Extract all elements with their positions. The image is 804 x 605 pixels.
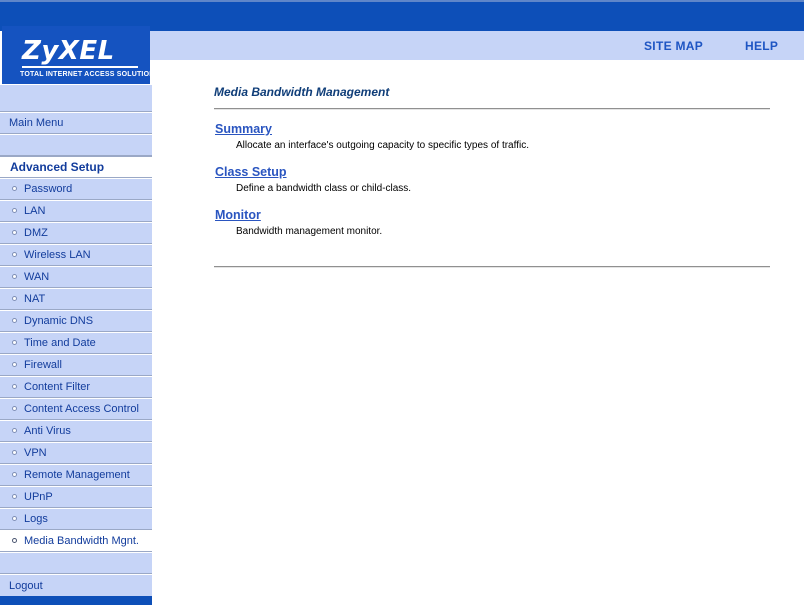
sidebar-spacer bbox=[0, 134, 152, 156]
sidebar-item-firewall[interactable] bbox=[0, 354, 152, 376]
sidebar-item-wireless-lan[interactable] bbox=[0, 244, 152, 266]
sidebar-item-vpn[interactable] bbox=[0, 442, 152, 464]
sidebar-item-label: WAN bbox=[24, 271, 50, 283]
site-map-link[interactable]: SITE MAP bbox=[644, 39, 704, 53]
sidebar-item-content-filter[interactable] bbox=[0, 376, 152, 398]
bullet-icon bbox=[12, 472, 17, 477]
sidebar-item-dmz[interactable] bbox=[0, 222, 152, 244]
sidebar-item-label: Content Filter bbox=[24, 381, 91, 393]
sidebar-item-label: Content Access Control bbox=[24, 403, 139, 415]
sidebar-item-label: Media Bandwidth Mgnt. bbox=[24, 535, 139, 547]
divider bbox=[214, 266, 770, 268]
zyxel-logo bbox=[2, 26, 155, 84]
divider bbox=[214, 108, 770, 110]
monitor-description: Bandwidth management monitor. bbox=[236, 226, 383, 237]
sidebar-item-anti-virus[interactable] bbox=[0, 420, 152, 442]
sidebar-section-advanced-setup: Advanced Setup bbox=[0, 156, 152, 178]
bullet-icon bbox=[12, 318, 17, 323]
sidebar-item-upnp[interactable] bbox=[0, 486, 152, 508]
bullet-icon bbox=[12, 340, 17, 345]
sidebar-item-label: Password bbox=[24, 183, 73, 195]
sidebar-item-dynamic-dns[interactable] bbox=[0, 310, 152, 332]
help-link[interactable]: HELP bbox=[745, 39, 779, 53]
sidebar-item-wan[interactable] bbox=[0, 266, 152, 288]
sidebar-item-label: Time and Date bbox=[24, 337, 96, 349]
sidebar-item-password[interactable] bbox=[0, 178, 152, 200]
sidebar-item-label: DMZ bbox=[24, 227, 48, 239]
logo-wordmark: ZyXEL bbox=[22, 36, 115, 66]
monitor-link[interactable]: Monitor bbox=[215, 208, 261, 222]
summary-description: Allocate an interface's outgoing capacity to specific types of traffic. bbox=[236, 140, 529, 151]
sidebar-item-label: UPnP bbox=[24, 491, 53, 503]
sidebar-spacer bbox=[0, 552, 152, 574]
sidebar-item-label: Wireless LAN bbox=[24, 249, 91, 261]
bullet-icon bbox=[12, 252, 17, 257]
sidebar bbox=[0, 84, 152, 605]
sidebar-spacer bbox=[0, 84, 152, 112]
bullet-icon bbox=[12, 494, 17, 499]
class-setup-link[interactable]: Class Setup bbox=[215, 165, 287, 179]
logo-tagline: TOTAL INTERNET ACCESS SOLUTION bbox=[20, 71, 155, 78]
header-bar bbox=[150, 31, 804, 60]
bullet-icon bbox=[12, 450, 17, 455]
sidebar-item-nat[interactable] bbox=[0, 288, 152, 310]
bullet-icon bbox=[12, 186, 17, 191]
sidebar-item-label: Firewall bbox=[24, 359, 62, 371]
bullet-icon bbox=[12, 362, 17, 367]
bullet-icon bbox=[12, 428, 17, 433]
logo-underline bbox=[22, 66, 138, 69]
summary-link[interactable]: Summary bbox=[215, 122, 272, 136]
bullet-icon bbox=[12, 296, 17, 301]
class-setup-description: Define a bandwidth class or child-class. bbox=[236, 183, 412, 194]
sidebar-item-label: VPN bbox=[24, 447, 47, 459]
sidebar-item-logs[interactable] bbox=[0, 508, 152, 530]
bullet-icon bbox=[12, 208, 17, 213]
sidebar-item-remote-management[interactable] bbox=[0, 464, 152, 486]
bullet-icon bbox=[12, 538, 17, 543]
page-title: Media Bandwidth Management bbox=[214, 85, 390, 99]
sidebar-footer-bar bbox=[0, 596, 152, 605]
bullet-icon bbox=[12, 230, 17, 235]
sidebar-item-label: Logs bbox=[24, 513, 48, 525]
sidebar-item-label: Anti Virus bbox=[24, 425, 71, 437]
sidebar-item-label: LAN bbox=[24, 205, 46, 217]
sidebar-item-label: Dynamic DNS bbox=[24, 315, 94, 327]
sidebar-item-label: NAT bbox=[24, 293, 46, 305]
sidebar-item-lan[interactable] bbox=[0, 200, 152, 222]
bullet-icon bbox=[12, 274, 17, 279]
logout-link[interactable]: Logout bbox=[0, 574, 152, 596]
sidebar-item-content-access-control[interactable] bbox=[0, 398, 152, 420]
bullet-icon bbox=[12, 516, 17, 521]
sidebar-item-label: Remote Management bbox=[24, 469, 130, 481]
bullet-icon bbox=[12, 406, 17, 411]
bullet-icon bbox=[12, 384, 17, 389]
sidebar-item-time-and-date[interactable] bbox=[0, 332, 152, 354]
sidebar-main-menu[interactable]: Main Menu bbox=[0, 112, 152, 134]
sidebar-item-media-bandwidth-mgnt[interactable] bbox=[0, 530, 152, 552]
